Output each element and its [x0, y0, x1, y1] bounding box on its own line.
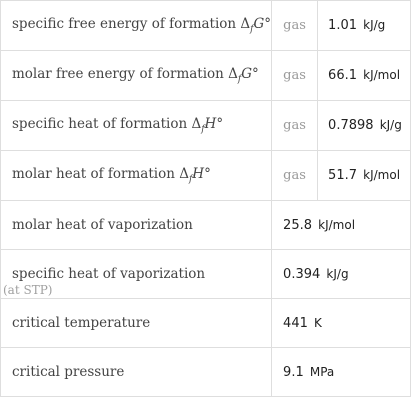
formula-symbol: [240, 16, 272, 35]
symbol-degree: °: [264, 16, 272, 33]
value-number: 0.7898: [328, 118, 374, 133]
property-name: specific heat of vaporization: [1, 250, 272, 299]
symbol-variable: G: [253, 16, 265, 33]
symbol-subscript: f: [237, 74, 242, 85]
symbol-variable: H: [204, 116, 217, 133]
footnote: (at STP): [3, 283, 53, 297]
value-number: 66.1: [328, 68, 357, 83]
value-number: 9.1: [283, 364, 304, 380]
property-name: [1, 51, 272, 101]
table-row: [1, 348, 411, 397]
table-row: [1, 299, 411, 348]
value-unit: kJ/g: [363, 18, 386, 32]
formula-symbol: [179, 166, 211, 185]
property-label: molar free energy of formation: [12, 66, 229, 83]
symbol-variable: G: [241, 66, 253, 83]
formula-symbol: [191, 116, 224, 135]
value-cell: [272, 348, 411, 397]
value-cell: [318, 151, 411, 201]
symbol-degree: °: [204, 166, 211, 183]
symbol-degree: °: [216, 116, 224, 133]
formula-symbol: [228, 66, 259, 85]
table-row: [1, 51, 411, 101]
property-name: molar heat of vaporization: [1, 201, 272, 250]
property-name: [1, 1, 272, 51]
value-cell: [318, 1, 411, 51]
property-name: [1, 151, 272, 201]
property-label: specific heat of formation: [12, 116, 192, 133]
property-label: molar heat of formation: [12, 166, 180, 183]
delta-symbol: Δ: [179, 166, 189, 183]
property-name: [1, 101, 272, 151]
delta-symbol: Δ: [228, 66, 238, 83]
value-cell: [272, 201, 411, 250]
value-unit: kJ/mol: [363, 168, 401, 182]
value-unit: K: [314, 315, 322, 330]
table-row: [1, 1, 411, 51]
value-number: 1.01: [328, 18, 357, 33]
phase-cell: gas: [272, 51, 318, 101]
delta-symbol: Δ: [191, 116, 202, 133]
value-cell: [272, 299, 411, 348]
value-number: 441: [283, 315, 308, 331]
value-number: 0.394: [283, 266, 321, 282]
phase-cell: gas: [272, 101, 318, 151]
value-unit: kJ/mol: [318, 217, 356, 232]
symbol-subscript: f: [201, 124, 205, 135]
value-number: 25.8: [283, 217, 312, 233]
symbol-subscript: f: [250, 24, 254, 35]
value-unit: MPa: [309, 364, 335, 379]
table-row: [1, 250, 411, 299]
phase-cell: gas: [272, 1, 318, 51]
value-cell: [318, 101, 411, 151]
value-unit: kJ/g: [379, 118, 402, 132]
symbol-degree: °: [252, 66, 259, 83]
value-unit: kJ/g: [326, 266, 349, 281]
value-cell: [318, 51, 411, 101]
symbol-variable: H: [192, 166, 205, 183]
phase-cell: gas: [272, 151, 318, 201]
value-unit: kJ/mol: [363, 68, 401, 82]
property-name: critical pressure: [1, 348, 272, 397]
delta-symbol: Δ: [240, 16, 251, 33]
property-name: critical temperature: [1, 299, 272, 348]
table-row: [1, 201, 411, 250]
symbol-subscript: f: [188, 174, 193, 185]
value-number: 51.7: [328, 168, 357, 183]
table-row: [1, 151, 411, 201]
table-row: [1, 101, 411, 151]
value-cell: [272, 250, 411, 299]
property-label: specific free energy of formation: [12, 16, 241, 33]
